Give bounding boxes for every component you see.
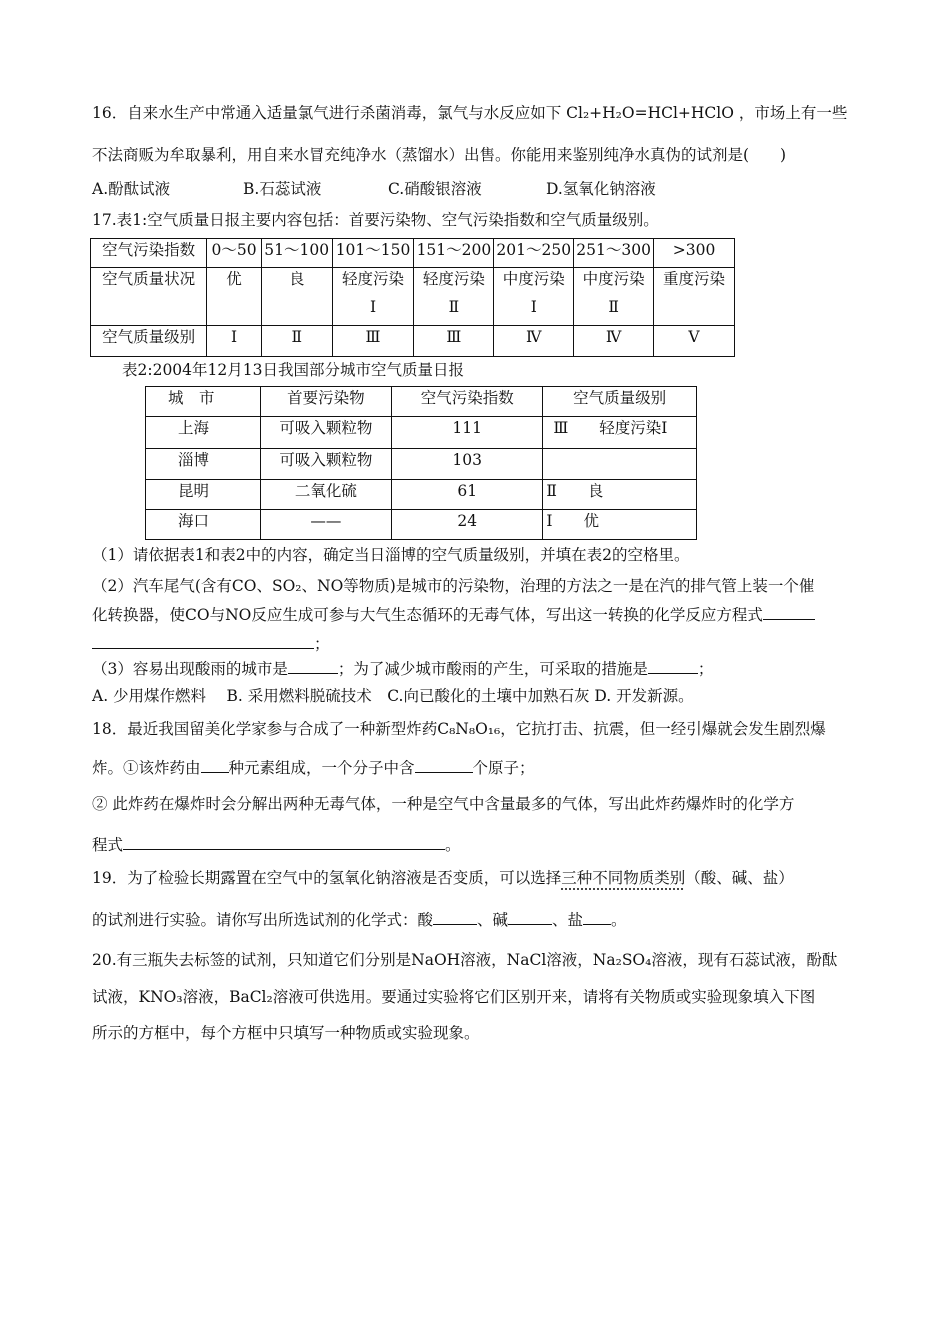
q19-line1 xyxy=(92,867,794,889)
table2-cell: Ⅲ 轻度污染Ⅰ xyxy=(543,417,697,449)
table1-row-label: 空气污染指数 xyxy=(91,239,207,268)
status-sub: Ⅱ xyxy=(448,298,460,316)
q19-text-a: 19．为了检验长期露置在空气中的氢氧化钠溶液是否变质，可以选择 xyxy=(92,869,562,887)
table2-cell: 昆明 xyxy=(146,480,261,510)
punct: ； xyxy=(697,660,714,678)
q19-emphasis-text: 三种不同物质类别 xyxy=(561,869,686,887)
table1-index-row xyxy=(91,239,735,268)
q16-line2: 不法商贩为牟取暴利，用自来水冒充纯净水（蒸馏水）出售。你能用来鉴别纯净水真伪的试剂是( ) xyxy=(92,146,787,164)
table2-cell: 二氧化硫 xyxy=(260,480,391,510)
q17-part1: （1）请依据表1和表2中的内容，确定当日淄博的空气质量级别，并填在表2的空格里。 xyxy=(92,546,690,564)
q19-line2 xyxy=(92,908,627,931)
status-text: 优 xyxy=(226,270,242,288)
q16-option-c: C.硝酸银溶液 xyxy=(388,180,482,198)
table-row xyxy=(146,480,697,510)
q19-text-c: 的试剂进行实验。请你写出所选试剂的化学式：酸 xyxy=(92,911,434,929)
q19-text-e: 、盐 xyxy=(552,911,584,929)
status-text: 良 xyxy=(288,270,305,288)
table2-header: 空气污染指数 xyxy=(392,387,543,417)
q17-part3-options: A. 少用煤作燃料 B. 采用燃料脱硫技术 C.向已酸化的土壤中加熟石灰 D. 开发新源。 xyxy=(92,687,694,705)
table1-cell: 151～200 xyxy=(414,239,494,268)
table1-cell xyxy=(414,268,494,326)
q18-line4 xyxy=(92,833,461,856)
table1-level-row xyxy=(91,326,735,357)
table1-cell xyxy=(261,268,332,326)
acid-rain-city-blank[interactable] xyxy=(288,657,338,674)
q17-part3-text-b: ；为了减少城市酸雨的产生，可采取的措施是 xyxy=(337,660,648,678)
table1-cell: Ⅲ xyxy=(414,326,494,357)
status-sub: Ⅰ xyxy=(530,298,537,316)
table2-cell: 淄博 xyxy=(146,449,261,480)
q16-line1: 16．自来水生产中常通入适量氯气进行杀菌消毒，氯气与水反应如下 Cl₂+H₂O=HCl+HClO ，市场上有一些 xyxy=(92,104,848,122)
explosion-equation-blank[interactable] xyxy=(123,833,445,850)
table1-cell: >300 xyxy=(654,239,735,268)
table1-cell: Ⅲ xyxy=(332,326,414,357)
q20-line1: 20.有三瓶失去标签的试剂，只知道它们分别是NaOH溶液，NaCl溶液，Na₂SO₄溶液，现有石蕊试液，酚酞 xyxy=(92,951,838,969)
table2-cell: 可吸入颗粒物 xyxy=(260,449,391,480)
salt-formula-blank[interactable] xyxy=(583,908,611,925)
table1-cell: Ⅱ xyxy=(261,326,332,357)
punct: 。 xyxy=(611,911,627,929)
acid-formula-blank[interactable] xyxy=(433,908,477,925)
table1-cell: Ⅳ xyxy=(574,326,654,357)
status-text: 轻度污染 xyxy=(422,270,485,288)
table2-header: 城 市 xyxy=(146,387,261,417)
q20-line2: 试液，KNO₃溶液，BaCl₂溶液可供选用。要通过实验将它们区别开来，请将有关物质或实验现象填入下图 xyxy=(92,988,816,1006)
table2-header-row xyxy=(146,387,697,417)
element-count-blank[interactable] xyxy=(201,756,229,773)
punct: ； xyxy=(314,635,330,653)
table2-cell: —— xyxy=(260,510,391,540)
q17-part2-line1: （2）汽车尾气(含有CO、SO₂、NO等物质)是城市的污染物，治理的方法之一是在汽的排气管上装一个催 xyxy=(92,577,815,595)
atom-count-blank[interactable] xyxy=(415,756,473,773)
city-air-quality-table-2 xyxy=(145,386,697,540)
table1-row-label: 空气质量级别 xyxy=(91,326,207,357)
table2-header: 空气质量级别 xyxy=(543,387,697,417)
table1-cell: 101～150 xyxy=(332,239,414,268)
q18-text-b: 种元素组成，一个分子中含 xyxy=(228,759,415,777)
q17-part3-text-a: （3）容易出现酸雨的城市是 xyxy=(92,660,288,678)
table2-cell: 24 xyxy=(392,510,543,540)
table2-caption: 表2:2004年12月13日我国部分城市空气质量日报 xyxy=(122,361,464,379)
q18-line1: 18．最近我国留美化学家参与合成了一种新型炸药C₈N₈O₁₆，它抗打击、抗震，但一经引爆就会发生剧烈爆 xyxy=(92,720,826,738)
table1-cell: 201～250 xyxy=(494,239,574,268)
table-row xyxy=(146,510,697,540)
table1-cell xyxy=(332,268,414,326)
table1-cell: Ⅴ xyxy=(654,326,735,357)
table2-cell: 上海 xyxy=(146,417,261,449)
q17-part2-line3 xyxy=(92,632,330,655)
q19-text-b: （酸、碱、盐） xyxy=(685,869,794,887)
punct: 。 xyxy=(445,836,461,854)
status-text: 轻度污染 xyxy=(342,270,405,288)
table2-header: 首要污染物 xyxy=(260,387,391,417)
q17-intro: 17.表1:空气质量日报主要内容包括：首要污染物、空气污染指数和空气质量级别。 xyxy=(92,211,659,229)
q17-part2-line2 xyxy=(92,603,815,626)
table1-cell: 51～100 xyxy=(261,239,332,268)
q19-text-d: 、碱 xyxy=(477,911,509,929)
table1-cell: 0～50 xyxy=(207,239,262,268)
table2-cell: 可吸入颗粒物 xyxy=(260,417,391,449)
q18-text-c: 个原子； xyxy=(472,759,535,777)
base-formula-blank[interactable] xyxy=(508,908,552,925)
table1-status-row xyxy=(91,268,735,326)
q16-option-b: B.石蕊试液 xyxy=(243,180,322,198)
q18-text-a: 炸。①该炸药由 xyxy=(92,759,201,777)
status-text: 重度污染 xyxy=(663,270,726,288)
table-row xyxy=(146,449,697,480)
table1-cell: 251～300 xyxy=(574,239,654,268)
table1-cell xyxy=(207,268,262,326)
table2-cell: 103 xyxy=(392,449,543,480)
status-text: 中度污染 xyxy=(582,270,645,288)
q16-option-d: D.氢氧化钠溶液 xyxy=(546,180,656,198)
equation-answer-blank-cont[interactable] xyxy=(92,632,314,649)
q18-line3: ② 此炸药在爆炸时会分解出两种无毒气体，一种是空气中含量最多的气体，写出此炸药爆炸时的化学方 xyxy=(92,795,795,813)
table-row xyxy=(146,417,697,449)
table2-cell: Ⅱ 良 xyxy=(543,480,697,510)
q18-line2 xyxy=(92,756,535,779)
table2-cell: 61 xyxy=(392,480,543,510)
acid-rain-measure-blank[interactable] xyxy=(648,657,698,674)
table2-cell: 海口 xyxy=(146,510,261,540)
zibo-level-blank-cell[interactable] xyxy=(543,449,697,480)
table1-cell xyxy=(574,268,654,326)
q17-part3 xyxy=(92,657,713,680)
equation-answer-blank[interactable] xyxy=(763,603,815,620)
q16-option-a: A.酚酞试液 xyxy=(92,180,171,198)
table1-cell: Ⅳ xyxy=(494,326,574,357)
status-sub: Ⅰ xyxy=(369,298,377,316)
table1-cell xyxy=(494,268,574,326)
table1-cell xyxy=(654,268,735,326)
q20-line3: 所示的方框中，每个方框中只填写一种物质或实验现象。 xyxy=(92,1024,480,1042)
q17-part2-text: 化转换器，使CO与NO反应生成可参与大气生态循环的无毒气体，写出这一转换的化学反应方程式 xyxy=(92,606,763,624)
air-quality-table-1 xyxy=(90,238,735,357)
q18-text-d: 程式 xyxy=(92,836,124,854)
status-text: 中度污染 xyxy=(502,270,565,288)
table2-cell: Ⅰ 优 xyxy=(543,510,697,540)
table1-row-label: 空气质量状况 xyxy=(91,268,207,326)
status-sub: Ⅱ xyxy=(608,298,619,316)
table1-cell: Ⅰ xyxy=(207,326,262,357)
table2-cell: 111 xyxy=(392,417,543,449)
